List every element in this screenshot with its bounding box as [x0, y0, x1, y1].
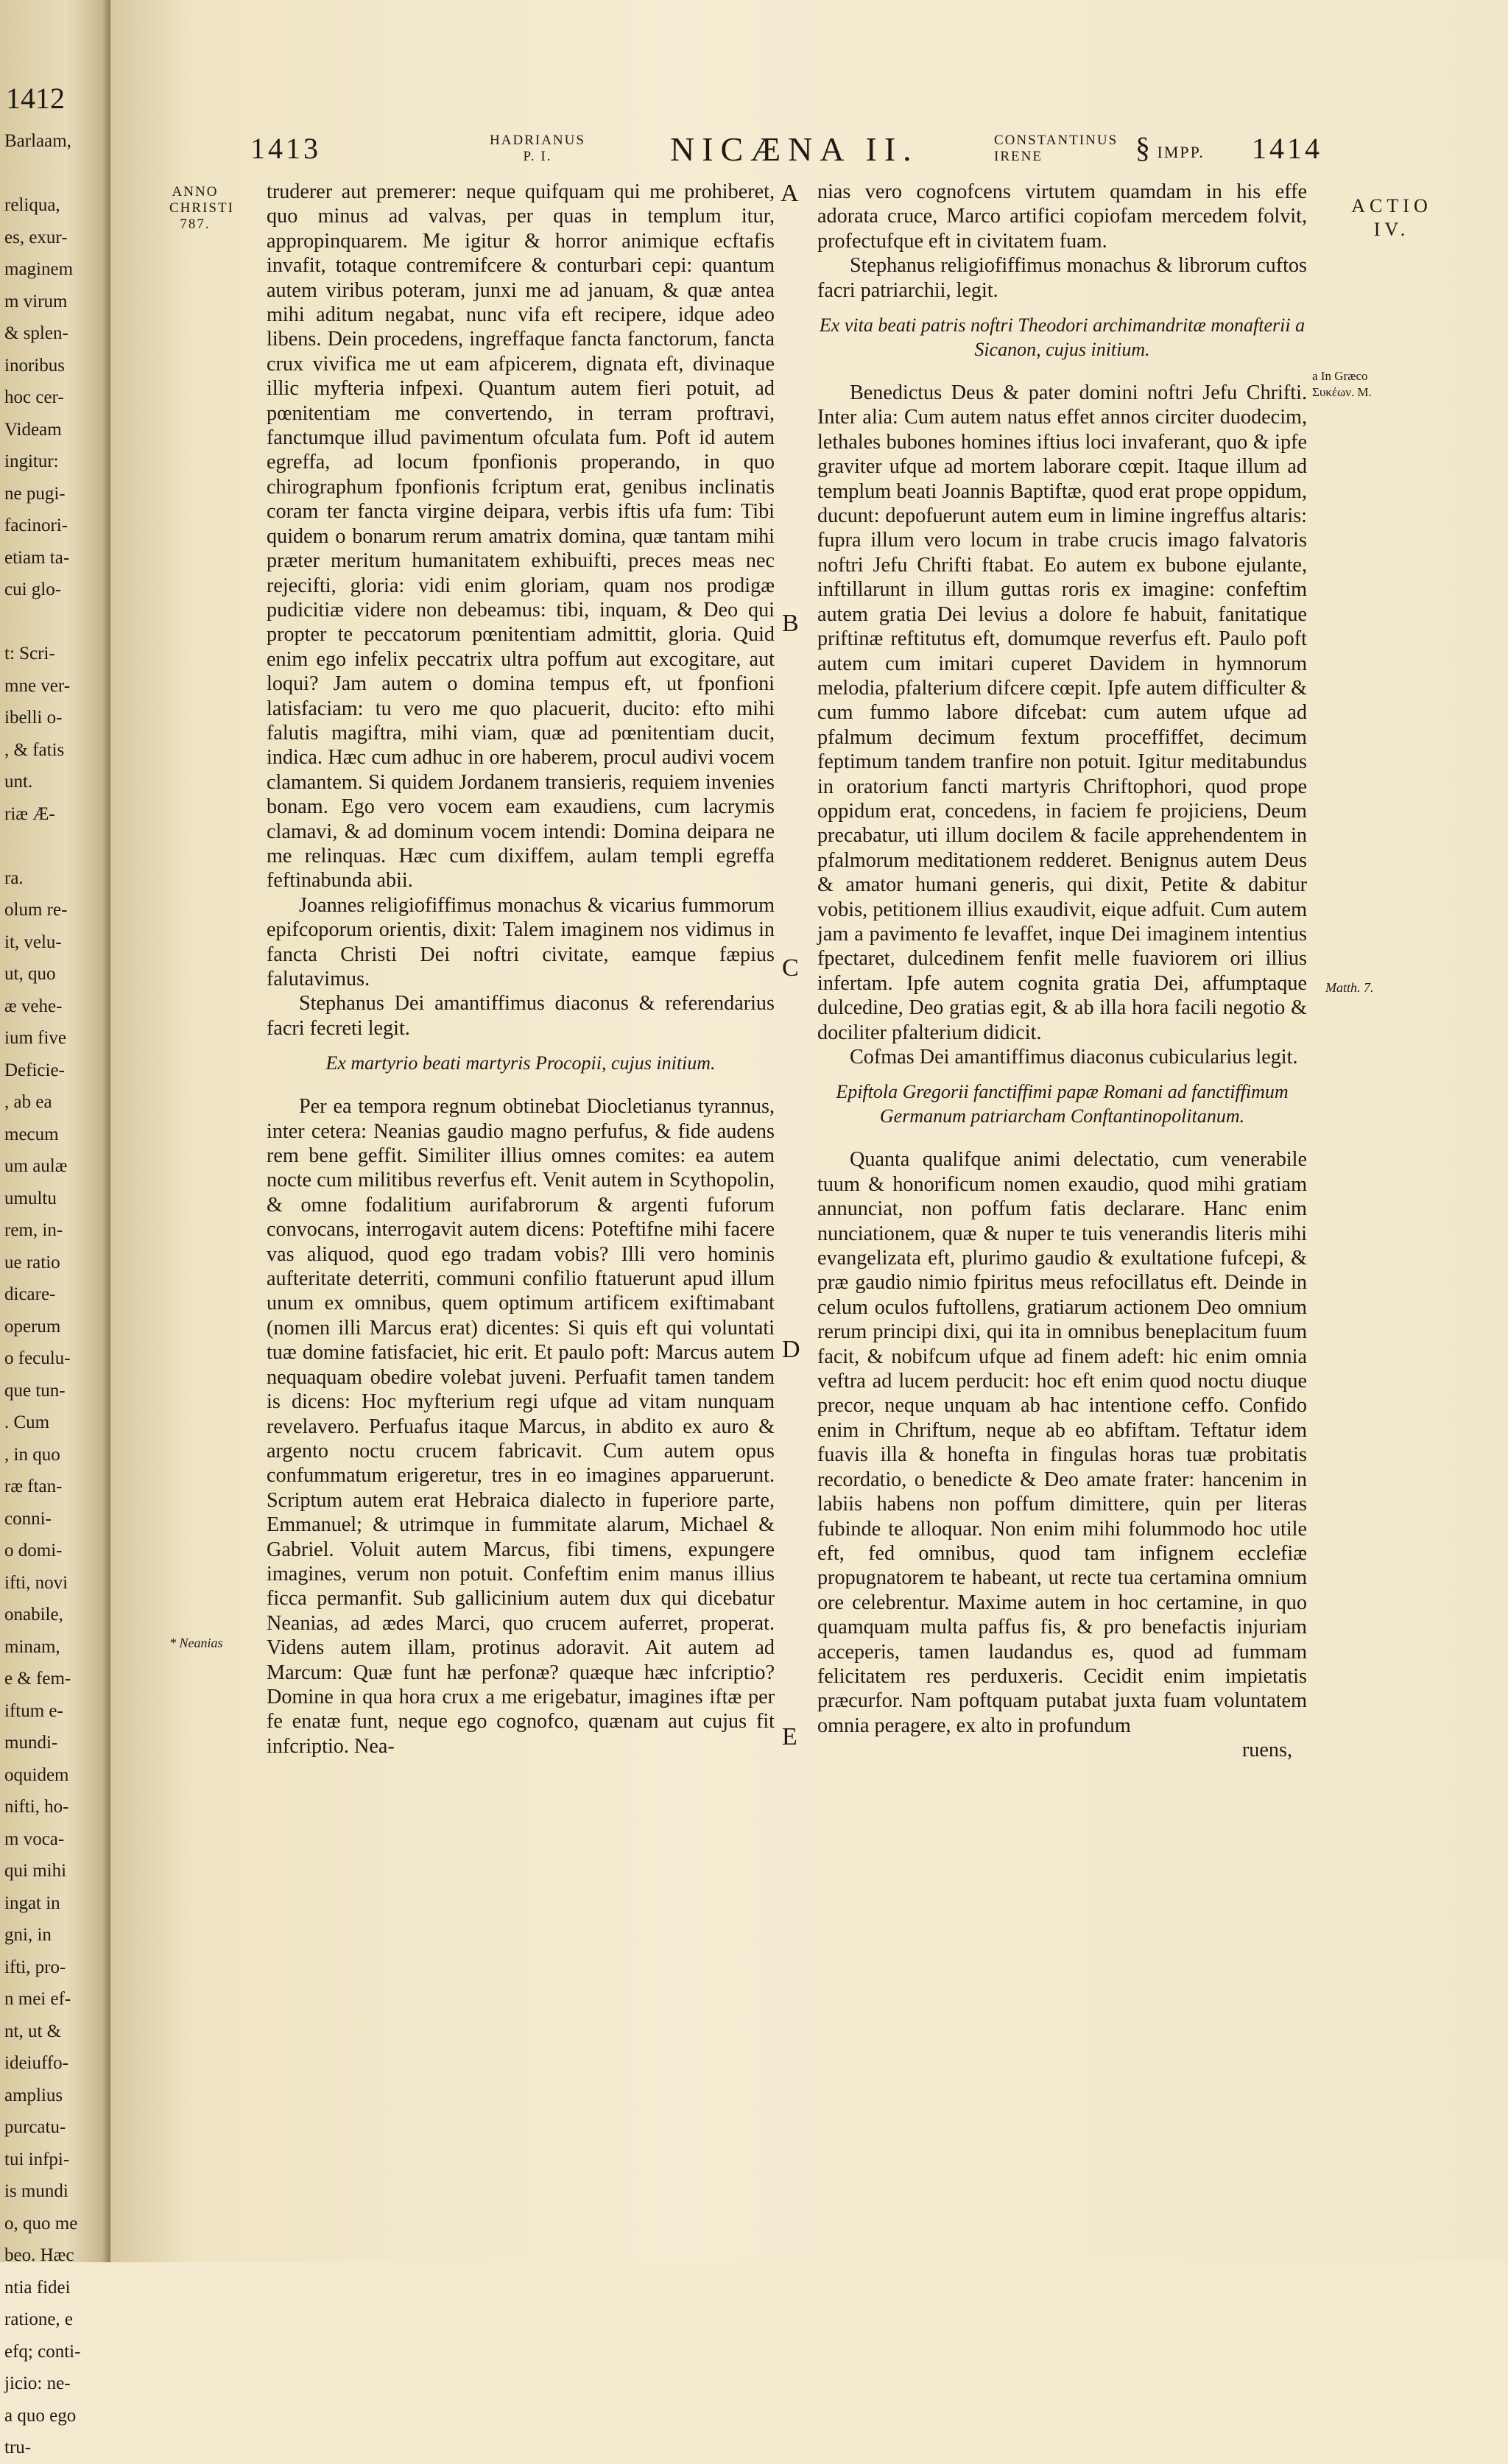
- previous-page-number: 1412: [6, 82, 65, 115]
- paragraph: Benedictus Deus & pater domini noftri Jefu Chrifti. Inter alia: Cum autem natus effet annos circiter duodecim, lethales bubones homines iftius loci invaferant, quo & ipfe graviter ufque ad mortem laborare cœpit. Itaque illum ad templum beati Joannis Baptiftæ, quod erat prope oppidum, ducunt: depofuerunt autem eum in limine ingreffus altaris: fupra illum vero locum in trabe crucis imago falvatoris noftri Jefu Chrifti ftabat. Eo autem ex bubone ejulante, inftillarunt in illum guttas roris ex imagine: confeftim autem gratia Dei levius a dolore fe habuit, fanitatique priftinæ reftitutus eft, domumque reverfus eft. Paulo poft autem cum imitari cuperet Davidem in hymnorum melodia, pfalterium difcere cœpit. Ipfe autem difficulter & cum fummo labore difcebat: cum autem ufque ad pfalmum decimum fextum proceffiffet, decimum feptimum tandem tranfire non potuit. Igitur meditabundus in oratorium fancti martyris Chriftophori, quod prope oppidum erat, concedens, in faciem fe projiciens, Deum precabatur, uti illum docilem & facile apprehendentem in pfalmorum meditationem redderet. Benignus autem Deus & amator humani generis, qui dixit, Petite & dabitur vobis, petitionem illius exaudivit, eique adfuit. Cum autem jam a pavimento fe levaffet, inque Dei imaginem intentius fpectaret, dulcedinem fenfit melle fuaviorem ori illius infertam. Ipfe autem cognita gratia Dei, affumptaque dulcedine, Deo gratias egit, & ab illa hora facili negotio & dociliter pfalterium didicit.: [817, 381, 1307, 1044]
- anno-christi-note: ANNO CHRISTI 787.: [169, 184, 234, 232]
- paragraph: Quanta qualifque animi delectatio, cum venerabile tuum & honorificum nomen exaudio, quod mihi gratiam annunciat, non poffum fatis declarare. Hanc enim nunciationem, quæ & nuper te tuis venerandis literis mihi evangelizata eft, plurimo gaudio & exultatione fufcepi, & præ gaudio nimio fpiritus meus refocillatus eft. Deinde in celum oculos fuftollens, gratiarum actionem Deo omnium rerum principi dixi, qui ita in omnibus beneplacitum fuum facit, & nobifcum ufque ad finem adeft: hic enim omnia veftra ad lucem perducit: hoc eft enim quod noctu diuque precor, neque unquam ab hac intentione ceffo. Confido enim in Chriftum, neque ab eo abfiftam. Teftatur idem fuavis illa & honefta in fingulas horas tuæ probitatis recordatio, o benedicte & Deo amate frater: hancenim in labiis habens non poffum dimittere, quin per literas fubinde te alloquar. Non enim mihi folummodo hoc utile eft, fed omnibus, quod tam infignem ecclefiæ propugnatorem te habeant, ut recte tua certamina omnium ore celebrentur. Maxime autem in hoc certamine, in quo quamquam multa paffus fis, & pro benefactis injuriam acceperis, tamen laudandus es, quod ad fummam felicitatem res perduxeris. Cecidit enim impietatis præcurfor. Nam poftquam putabat juxta fuam voluntatem omnia peragere, ex alto in profundum: [817, 1148, 1307, 1737]
- paragraph: Cofmas Dei amantiffimus diaconus cubicularius legit.: [850, 1046, 1298, 1069]
- current-page: [110, 0, 1508, 2262]
- paragraph: nias vero cognofcens virtutem quamdam in his effe adorata cruce, Marco artifici copiofam mercedem folvit, profectufque eft in civitatem fuam.: [817, 180, 1307, 253]
- left-text-column: [267, 180, 775, 1759]
- page-number-right: 1414: [1252, 132, 1322, 165]
- running-title: NICÆNA II.: [670, 130, 919, 168]
- section-heading: Epiftola Gregorii fanctiffimi papæ Romani ad fanctiffimum Germanum patriarcham Conftantinopolitanum.: [836, 1081, 1289, 1127]
- previous-page-fragment: [0, 0, 110, 2457]
- section-letter-d: D: [782, 1336, 800, 1363]
- previous-page-text: Barlaam, reliqua, es, exur- maginem m virum & splen- inoribus hoc cer- Videam ingitur: ne pugi- facinori- etiam ta- cui glo- t: Scri- mne ver- ibelli o- , & fatis unt. riæ Æ- ra. olum re- it, velu- ut, quo æ vehe- ium five Deficie- , ab ea mecum um aulæ umultu rem, in- ue ratio dicare- operum o feculu- que tun- . Cum , in quo ræ ftan- conni- o domi- ifti, novi onabile, minam, e & fem- iftum e- mundi- oquidem nifti, ho- m voca- qui mihi ingat in gni, in ifti, pro- n mei ef- nt, ut & ideiuffo- amplius purcatu- tui infpi- is mundi o, quo me beo. Hæc ntia fidei ratione, e efq; conti- jicio: ne- a quo ego tru-: [4, 131, 81, 2457]
- emperors-tag: § IMPP.: [1135, 131, 1205, 164]
- paragraph: Stephanus Dei amantiffimus diaconus & referendarius facri fecreti legit.: [267, 992, 775, 1040]
- matthew-reference-note: Matth. 7.: [1325, 980, 1374, 995]
- paragraph: Joannes religiofiffimus monachus & vicarius fummorum epifcoporum orientis, dixit: Talem imaginem nos vidimus in fancta Christi Dei noftri civitate, eamque fæpius falutavimus.: [267, 893, 775, 990]
- section-letter-b: B: [782, 610, 799, 637]
- section-heading: Ex vita beati patris noftri Theodori archimandritæ monafterii a Sicanon, cujus initium.: [819, 314, 1306, 361]
- right-text-column: [817, 180, 1307, 1763]
- emperors: CONSTANTINUS IRENE: [994, 133, 1118, 164]
- pope-name: HADRIANUS P. I.: [490, 133, 585, 164]
- greek-variant-note: a In Græco Συκέων. M.: [1312, 369, 1372, 399]
- neanias-note: * Neanias: [169, 1636, 223, 1650]
- section-letter-a: A: [781, 180, 799, 207]
- paragraph: truderer aut premerer: neque quifquam qui me prohiberet, quo minus ad valvas, per quas in templum itur, appropinquarem. Me igitur & horror animique ecftafis invafit, totaque contremifcere & conturbari cepi: quantum autem viribus poteram, junxi me ad januam, & quæ antea mihi aditum negabat, nunc vifa eft recipere, idque adeo libens. Dein procedens, ingreffaque fancta fanctorum, fancta crux vivifica me ut eam afpicerem, dignata eft, divinaque illic myfteria infpexi. Quantum autem fieri potuit, ad pœnitentiam me convertendo, in terram proftravi, fanctumque illud pavimentum ofculata fum. Poft id autem egreffa, ad locum fponfionis properando, in quo chirographum fponfionis fcriptum erat, genibus inclinatis coram ter fancta virgine deipara, verbis iftis ufa fum: Tibi quidem o bonarum rerum amatrix domina, quæ tantam mihi præter meritum humanitatem exhibuifti, preces meas nec rejecifti, gloria: vidi enim gloriam, quam nos prodigæ pudicitiæ videre non debeamus: tibi, inquam, & Deo qui propter te peccatorum pœnitentiam admittit, gloria. Quid enim ego infelix peccatrix ultra poffum aut excogitare, aut loqui? Jam autem o domina tempus eft, ut fponfioni latisfaciam: tu vero me quo placuerit, ducito: efto mihi falutis magiftra, mihi viam, quæ ad pœnitentiam ducit, indica. Hæc cum adhuc in ore haberem, procul audivi vocem clamantem. Si quidem Jordanem transieris, requiem invenies bonam. Ego vero vocem eam exaudiens, cum lacrymis clamavi, & ad dominum vocem intendi: Domina deipara ne me relinquas. Hæc cum dixiffem, aulam templi egreffa feftinabunda abii.: [267, 180, 775, 893]
- section-letter-e: E: [782, 1723, 797, 1750]
- section-letter-c: C: [782, 954, 799, 982]
- paragraph: Stephanus religiofiffimus monachus & librorum cuftos facri patriarchii, legit.: [817, 254, 1307, 302]
- section-heading: Ex martyrio beati martyris Procopii, cujus initium.: [325, 1052, 716, 1074]
- page-number-left: 1413: [250, 132, 321, 165]
- paragraph: Per ea tempora regnum obtinebat Diocletianus tyrannus, inter cetera: Neanias gaudio magno perfufus, & fide audens rem bene geffit. Similiter illius omnes comites: ea autem nocte cum militibus reverfus eft. Venit autem in Scythopolin, & omne fodalitium aurifabrorum & argenti fuforum convocans, interrogavit autem dicens: Poteftifne mihi facere vas aliquod, quod ego tradam vobis? Illi vero hominis aufteritate deterriti, communi confilio ftatuerunt apud illum unum ex omnibus, quem optimum artificem exiftimabant (nomen illi Marcus erat) dicentes: Si quis eft qui voluntati tuæ domine fatisfaciet, hic erit. Et paulo poft: Marcus autem nequaquam obedire volebat juveni. Perfuafit tamen tandem is dicens: Hoc myfterium regi ufque ad vitam nunquam revelavero. Perfuafus itaque Marcus, in abdito ex auro & argento noctu crucem fabricavit. Cum autem opus confummatum erigeretur, tres in eo imagines apparuerunt. Scriptum autem erat Hebraica dialecto in fuperiore parte, Emmanuel; & utrimque in fummitate alarum, Michael & Gabriel. Voluit autem Marcus, fibi timens, expungere imagines, verum non potuit. Confeftim enim manus illius ficca permanfit. Sub gallicinium autem dux qui dicebatur Neanias, ad ædes Marci, quo crucem auferret, properat. Videns autem illam, protinus adoravit. Ait autem ad Marcum: Quæ funt hæ perfonæ? quæque hæc infcriptio? Domine in qua hora crux a me erigebatur, imagines iftæ per fe enatæ funt, neque ego cognofco, quænam aut cujus fit infcriptio. Nea-: [267, 1095, 775, 1758]
- catchword: ruens,: [1241, 1739, 1292, 1762]
- actio-note: ACTIO IV.: [1351, 195, 1432, 240]
